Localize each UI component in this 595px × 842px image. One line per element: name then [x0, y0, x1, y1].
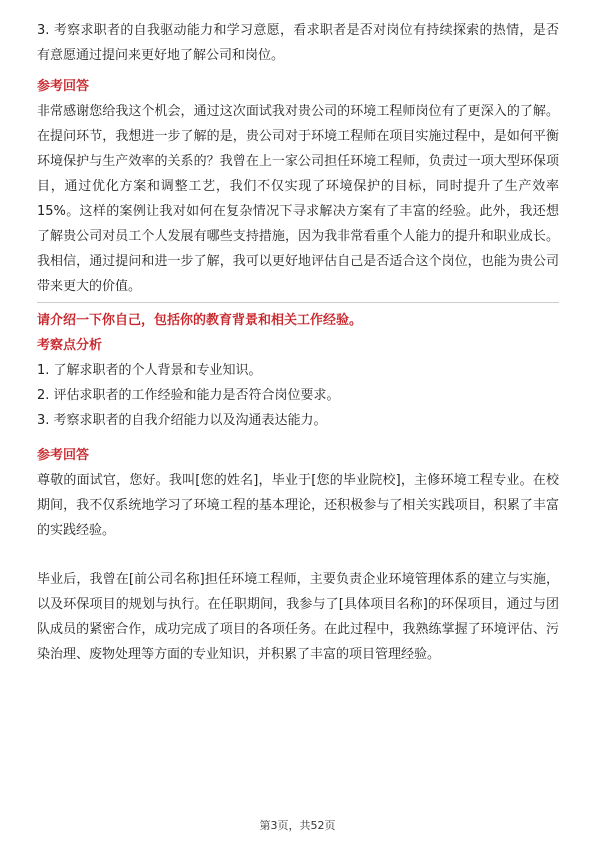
analysis-point: 2. 评估求职者的工作经验和能力是否符合岗位要求。: [37, 388, 340, 403]
page-indicator: 第3页，共52页: [259, 819, 336, 832]
interview-question: 请介绍一下你自己，包括你的教育背景和相关工作经验。: [37, 313, 363, 328]
analysis-point-3: 3. 考察求职者的自我驱动能力和学习意愿，看求职者是否对岗位有持续探索的热情，是否有意愿通过提问来更好地了解公司和岗位。: [37, 23, 559, 63]
section-divider: [37, 302, 559, 303]
answer-paragraph: 毕业后，我曾在[前公司名称]担任环境工程师，主要负责企业环境管理体系的建立与实施，以及环保项目的规划与执行。在任职期间，我参与了[具体项目名称]的环保项目，通过与团队成员的紧密合作，成功完成了项目的各项任务。在此过程中，我熟练掌握了环境评估、污染治理、废物处理等方面的专业知识，并积累了丰富的项目管理经验。: [37, 572, 559, 662]
analysis-point: 3. 考察求职者的自我介绍能力以及沟通表达能力。: [37, 413, 327, 428]
answer-paragraph: 尊敬的面试官，您好。我叫[您的姓名]，毕业于[您的毕业院校]，主修环境工程专业。在校期间，我不仅系统地学习了环境工程的基本理论，还积极参与了相关实践项目，积累了丰富的实践经验。: [37, 473, 559, 538]
analysis-heading: 考察点分析: [37, 338, 103, 353]
reference-answer-text: 非常感谢您给我这个机会，通过这次面试我对贵公司的环境工程师岗位有了更深入的了解。在提问环节，我想进一步了解的是，贵公司对于环境工程师在项目实施过程中，是如何平衡环境保护与生产效率的关系的？我曾在上一家公司担任环境工程师，负责过一项大型环保项目，通过优化方案和调整工艺，我们不仅实现了环境保护的目标，同时提升了生产效率15%。这样的案例让我对如何在复杂情况下寻求解决方案有了丰富的经验。此外，我还想了解贵公司对员工个人发展有哪些支持措施，因为我非常看重个人能力的提升和职业成长。我相信，通过提问和进一步了解，我可以更好地评估自己是否适合这个岗位，也能为贵公司带来更大的价值。: [37, 104, 559, 294]
reference-answer-heading: 参考回答: [37, 448, 90, 463]
document-body: [37, 18, 559, 667]
analysis-point: 1. 了解求职者的个人背景和专业知识。: [37, 363, 262, 378]
reference-answer-heading: 参考回答: [37, 79, 90, 94]
